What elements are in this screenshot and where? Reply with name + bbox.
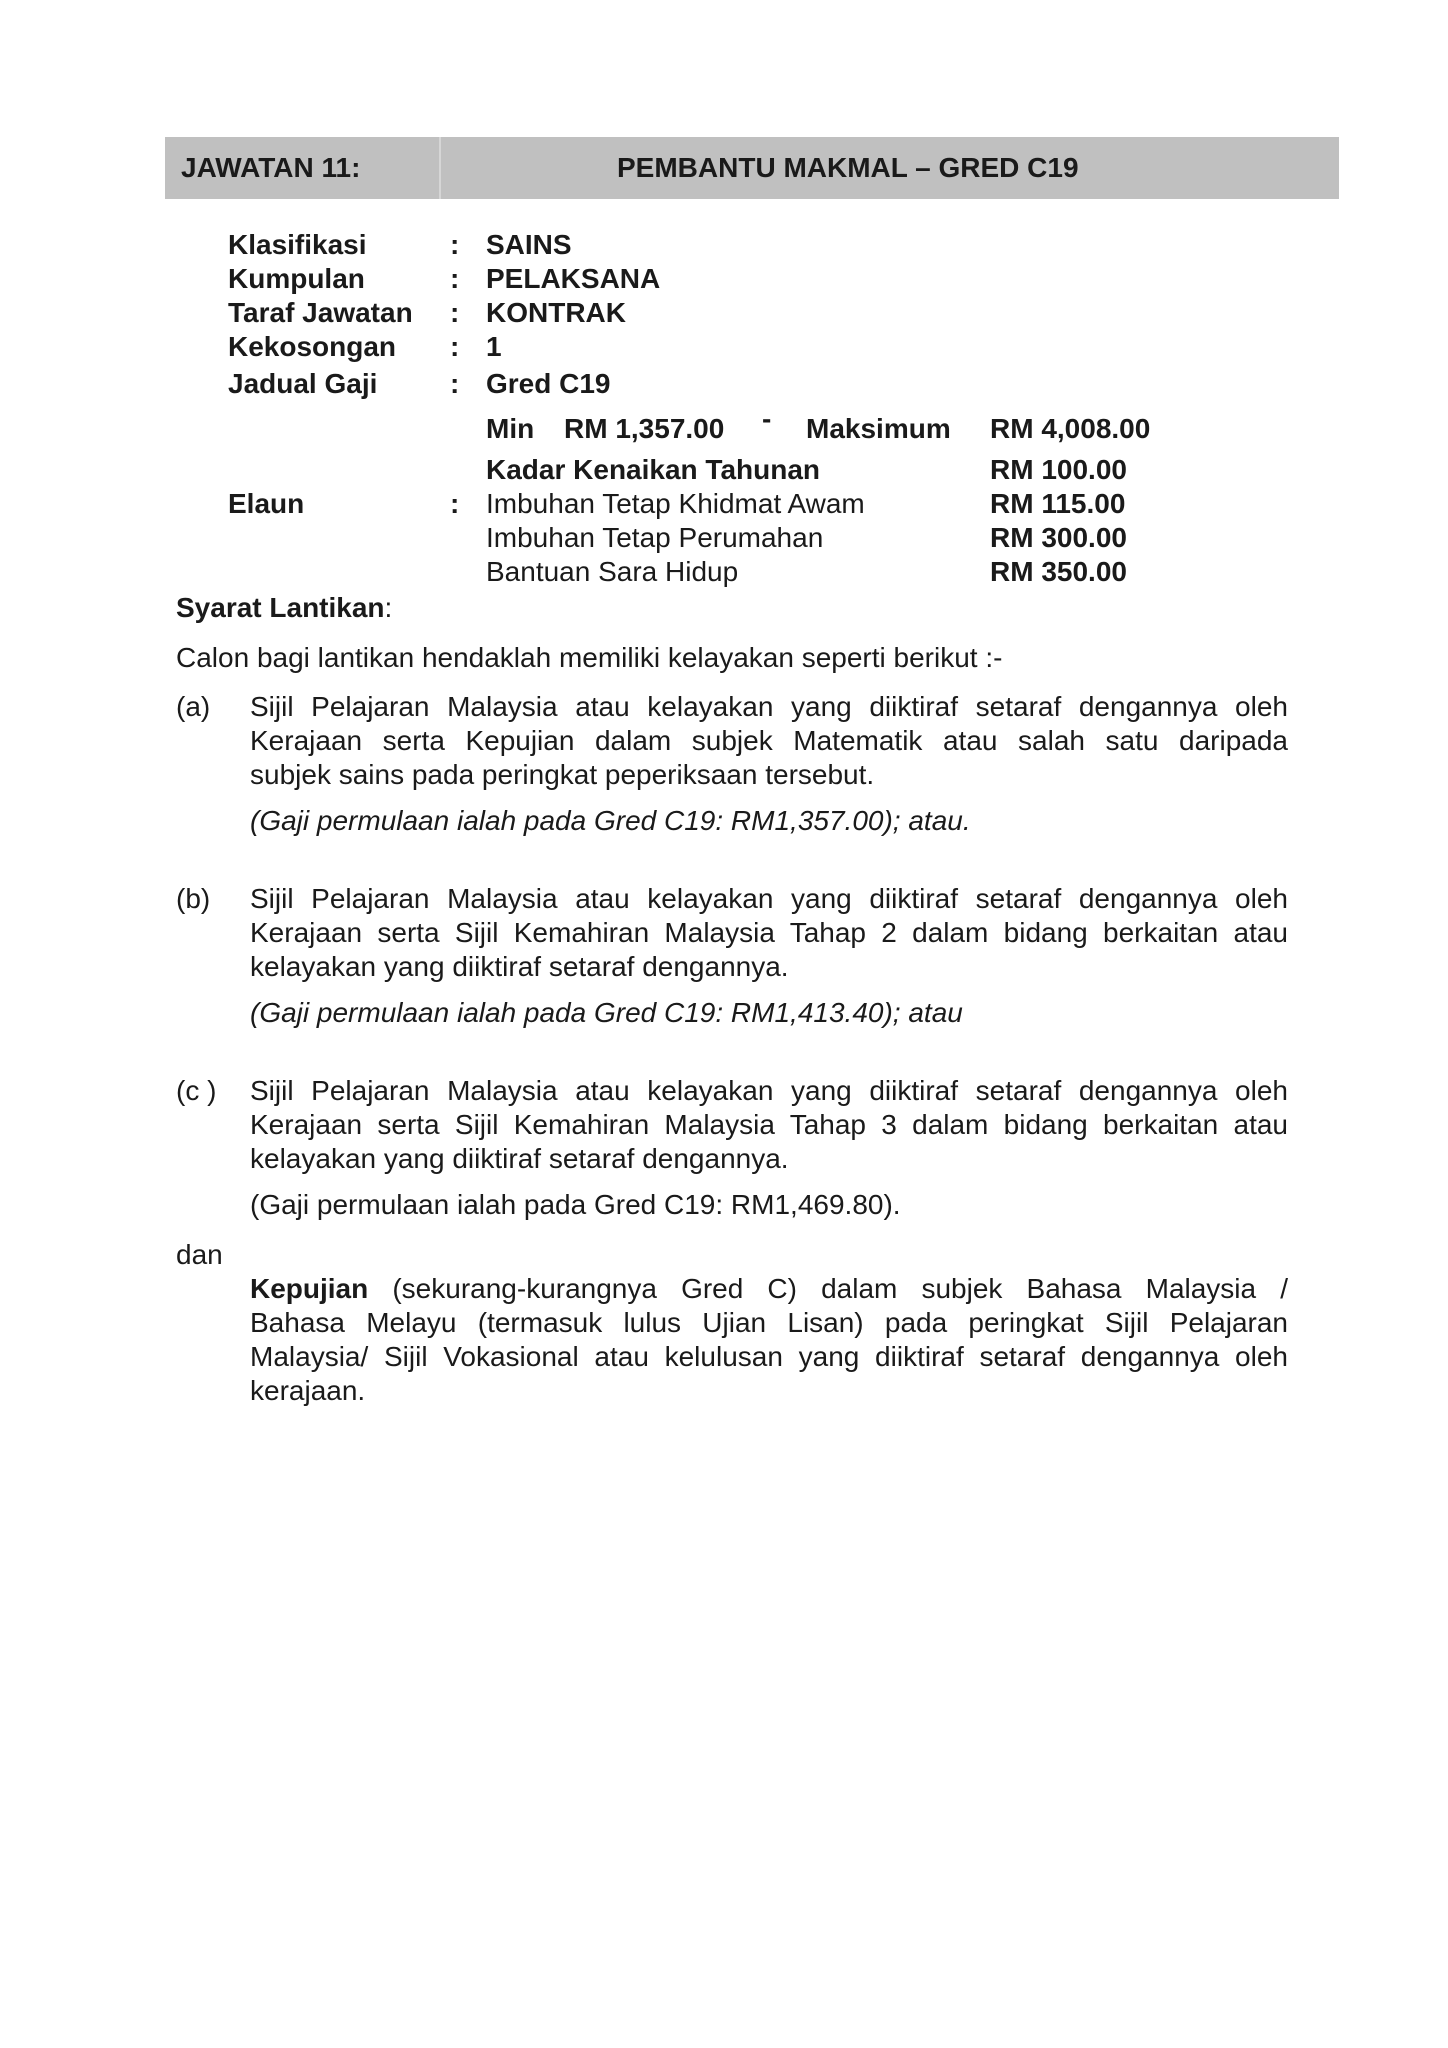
syarat-heading bbox=[176, 591, 392, 625]
kepujian-line: Bahasa Melayu (termasuk lulus Ujian Lisan) pada peringkat Sijil Pelajaran bbox=[250, 1307, 1288, 1338]
item-text bbox=[250, 882, 1288, 984]
jadual-gaji-value: Gred C19 bbox=[486, 368, 611, 399]
item-line: kelayakan yang diiktiraf setaraf dengannya. bbox=[250, 1143, 789, 1174]
item-line: Kerajaan serta Kepujian dalam subjek Matematik atau salah satu daripada bbox=[250, 725, 1288, 756]
kumpulan-value: PELAKSANA bbox=[486, 263, 661, 294]
salary-max-value: RM 4,008.00 bbox=[990, 413, 1151, 444]
kepujian-line: Malaysia/ Sijil Vokasional atau kelulusan yang diiktiraf setaraf dengannya oleh bbox=[250, 1341, 1288, 1372]
syarat-heading-colon: : bbox=[384, 592, 393, 623]
elaun-item-amount: RM 115.00 bbox=[990, 488, 1126, 519]
elaun-item-amount: RM 300.00 bbox=[990, 522, 1127, 553]
kepujian-bold: Kepujian bbox=[250, 1273, 369, 1304]
elaun-item-name: Bantuan Sara Hidup bbox=[486, 556, 739, 587]
post-title: PEMBANTU MAKMAL – GRED C19 bbox=[617, 152, 1079, 183]
jadual-gaji-sep: : bbox=[450, 368, 460, 399]
salary-min-value: RM 1,357.00 bbox=[564, 413, 725, 444]
syarat-intro: Calon bagi lantikan hendaklah memiliki kelayakan seperti berikut :- bbox=[176, 642, 1003, 673]
elaun-label: Elaun bbox=[228, 488, 305, 519]
syarat-heading-text: Syarat Lantikan bbox=[176, 592, 385, 623]
klasifikasi-value: SAINS bbox=[486, 229, 572, 260]
kekosongan-label: Kekosongan bbox=[228, 331, 397, 362]
increment-label: Kadar Kenaikan Tahunan bbox=[486, 454, 821, 485]
elaun-sep: : bbox=[450, 488, 460, 519]
item-line: Sijil Pelajaran Malaysia atau kelayakan yang diiktiraf setaraf dengannya oleh bbox=[250, 691, 1288, 722]
increment-value: RM 100.00 bbox=[990, 454, 1127, 485]
kumpulan-label: Kumpulan bbox=[228, 263, 365, 294]
salary-max-label: Maksimum bbox=[806, 413, 951, 444]
post-number: JAWATAN 11: bbox=[165, 137, 441, 199]
item-line: Kerajaan serta Sijil Kemahiran Malaysia Tahap 2 dalam bidang berkaitan atau bbox=[250, 917, 1288, 948]
item-line: Sijil Pelajaran Malaysia atau kelayakan yang diiktiraf setaraf dengannya oleh bbox=[250, 1075, 1288, 1106]
taraf-jawatan-label: Taraf Jawatan bbox=[228, 297, 413, 328]
klasifikasi-label: Klasifikasi bbox=[228, 229, 367, 260]
elaun-item-name: Imbuhan Tetap Khidmat Awam bbox=[486, 488, 865, 519]
klasifikasi-sep: : bbox=[450, 229, 460, 260]
item-line: subjek sains pada peringkat peperiksaan tersebut. bbox=[250, 759, 875, 790]
item-line: Kerajaan serta Sijil Kemahiran Malaysia Tahap 3 dalam bidang berkaitan atau bbox=[250, 1109, 1288, 1140]
item-text bbox=[250, 690, 1288, 792]
kepujian-line1-rest: (sekurang-kurangnya Gred C) dalam subjek Bahasa Malaysia / bbox=[368, 1273, 1288, 1304]
item-text bbox=[250, 1074, 1288, 1176]
kekosongan-sep: : bbox=[450, 331, 460, 362]
item-marker: (c ) bbox=[176, 1075, 217, 1106]
item-salary-note: (Gaji permulaan ialah pada Gred C19: RM1,469.80). bbox=[250, 1189, 901, 1220]
dan-connector: dan bbox=[176, 1239, 223, 1270]
item-marker: (a) bbox=[176, 691, 211, 722]
post-header-bar bbox=[165, 137, 1339, 199]
kepujian-paragraph bbox=[250, 1272, 1288, 1408]
kepujian-line bbox=[250, 1272, 1288, 1306]
jadual-gaji-label: Jadual Gaji bbox=[228, 368, 378, 399]
item-line: kelayakan yang diiktiraf setaraf dengannya. bbox=[250, 951, 789, 982]
item-salary-note: (Gaji permulaan ialah pada Gred C19: RM1,357.00); atau. bbox=[250, 805, 971, 836]
kepujian-line: kerajaan. bbox=[250, 1375, 366, 1406]
salary-dash: - bbox=[762, 403, 772, 434]
item-salary-note: (Gaji permulaan ialah pada Gred C19: RM1,413.40); atau bbox=[250, 997, 963, 1028]
salary-min-label: Min bbox=[486, 413, 535, 444]
elaun-item-amount: RM 350.00 bbox=[990, 556, 1127, 587]
taraf-jawatan-value: KONTRAK bbox=[486, 297, 626, 328]
taraf-jawatan-sep: : bbox=[450, 297, 460, 328]
item-marker: (b) bbox=[176, 883, 211, 914]
kumpulan-sep: : bbox=[450, 263, 460, 294]
kekosongan-value: 1 bbox=[486, 331, 502, 362]
elaun-item-name: Imbuhan Tetap Perumahan bbox=[486, 522, 824, 553]
item-line: Sijil Pelajaran Malaysia atau kelayakan yang diiktiraf setaraf dengannya oleh bbox=[250, 883, 1288, 914]
